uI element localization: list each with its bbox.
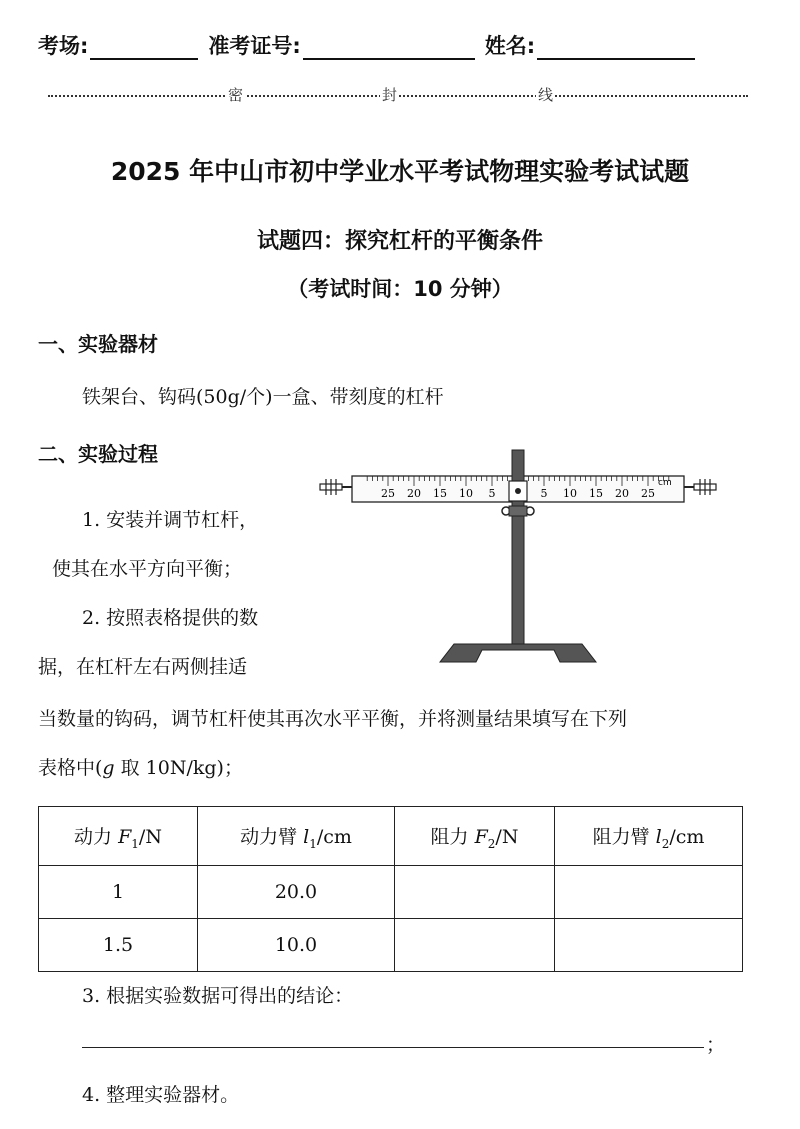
cell-f1: 1 (39, 866, 198, 919)
name-label: 姓名: (484, 34, 536, 58)
seal-char-2: 封 (382, 86, 398, 104)
cell-l2-input[interactable] (555, 919, 743, 972)
step2-line3: 当数量的钩码，调节杠杆使其再次水平平衡，并将测量结果填写在下列 (38, 708, 628, 730)
header-f2: 阻力 $F_2/N$ (395, 807, 555, 866)
section-heading-procedure: 二、实验过程 (38, 442, 158, 466)
scale-label: 20 (407, 487, 421, 500)
scale-label: 25 (381, 487, 395, 500)
step2-line1: 2. 按照表格提供的数 (82, 607, 259, 629)
cell-f2-input[interactable] (395, 919, 555, 972)
time-note: （考试时间：10 分钟） (287, 277, 513, 301)
seal-line (40, 84, 760, 108)
header-f1: 动力 $F_1/N$ (39, 807, 198, 866)
scale-label: 10 (459, 487, 473, 500)
header-l2: 阻力臂 $l_2/cm$ (555, 807, 743, 866)
question-title: 试题四：探究杠杆的平衡条件 (256, 229, 543, 254)
cell-l1: 10.0 (198, 919, 395, 972)
scale-label: 20 (615, 487, 629, 500)
step2-line4-post: 取 10N/kg)； (114, 757, 243, 779)
section-heading-materials: 一、实验器材 (38, 332, 158, 356)
cell-l2-input[interactable] (555, 866, 743, 919)
cell-l1: 20.0 (198, 866, 395, 919)
scale-label: 5 (488, 487, 496, 500)
ticket-number-label: 准考证号: (208, 34, 301, 58)
exam-site-label: 考场: (38, 34, 89, 58)
scale-label: 25 (641, 487, 655, 500)
cell-f2-input[interactable] (395, 866, 555, 919)
scale-unit: cm (658, 478, 672, 488)
exam-header (38, 30, 768, 60)
step1-line2: 使其在水平方向平衡； (52, 558, 243, 580)
seal-char-1: 密 (228, 86, 244, 104)
cell-f1: 1.5 (39, 919, 198, 972)
stand-pole (512, 450, 524, 646)
name-field[interactable] (537, 38, 695, 60)
table-row (39, 919, 743, 972)
scale-label: 15 (433, 487, 447, 500)
materials-text: 铁架台、钩码(50g/个)一盒、带刻度的杠杆 (82, 386, 444, 408)
exam-title: 2025 年中山市初中学业水平考试物理实验考试试题 (110, 157, 690, 186)
table-row (39, 866, 743, 919)
data-table (38, 806, 743, 972)
exam-site-field[interactable] (90, 38, 198, 60)
scale-label: 10 (563, 487, 577, 500)
scale-label: 5 (540, 487, 548, 500)
header-l1: 动力臂 $l_1/cm$ (198, 807, 395, 866)
table-header-row (39, 807, 743, 866)
stand-base (440, 644, 596, 662)
step1-line1: 1. 安装并调节杠杆， (82, 509, 259, 531)
step2-line2: 据，在杠杆左右两侧挂适 (38, 656, 248, 678)
scale-label: 15 (589, 487, 603, 500)
conclusion-semicolon: ； (706, 1034, 726, 1056)
step3-text: 3. 根据实验数据可得出的结论： (82, 985, 354, 1007)
step4-text: 4. 整理实验器材。 (82, 1084, 240, 1106)
conclusion-answer-line[interactable] (82, 1046, 704, 1048)
step2-line4-pre: 表格中( (38, 757, 103, 779)
pivot-point (515, 488, 521, 494)
lever-apparatus-figure (316, 448, 720, 670)
gravity-symbol: g (102, 757, 115, 779)
ticket-number-field[interactable] (303, 38, 475, 60)
step2-line4 (38, 753, 243, 780)
seal-char-3: 线 (538, 86, 554, 104)
